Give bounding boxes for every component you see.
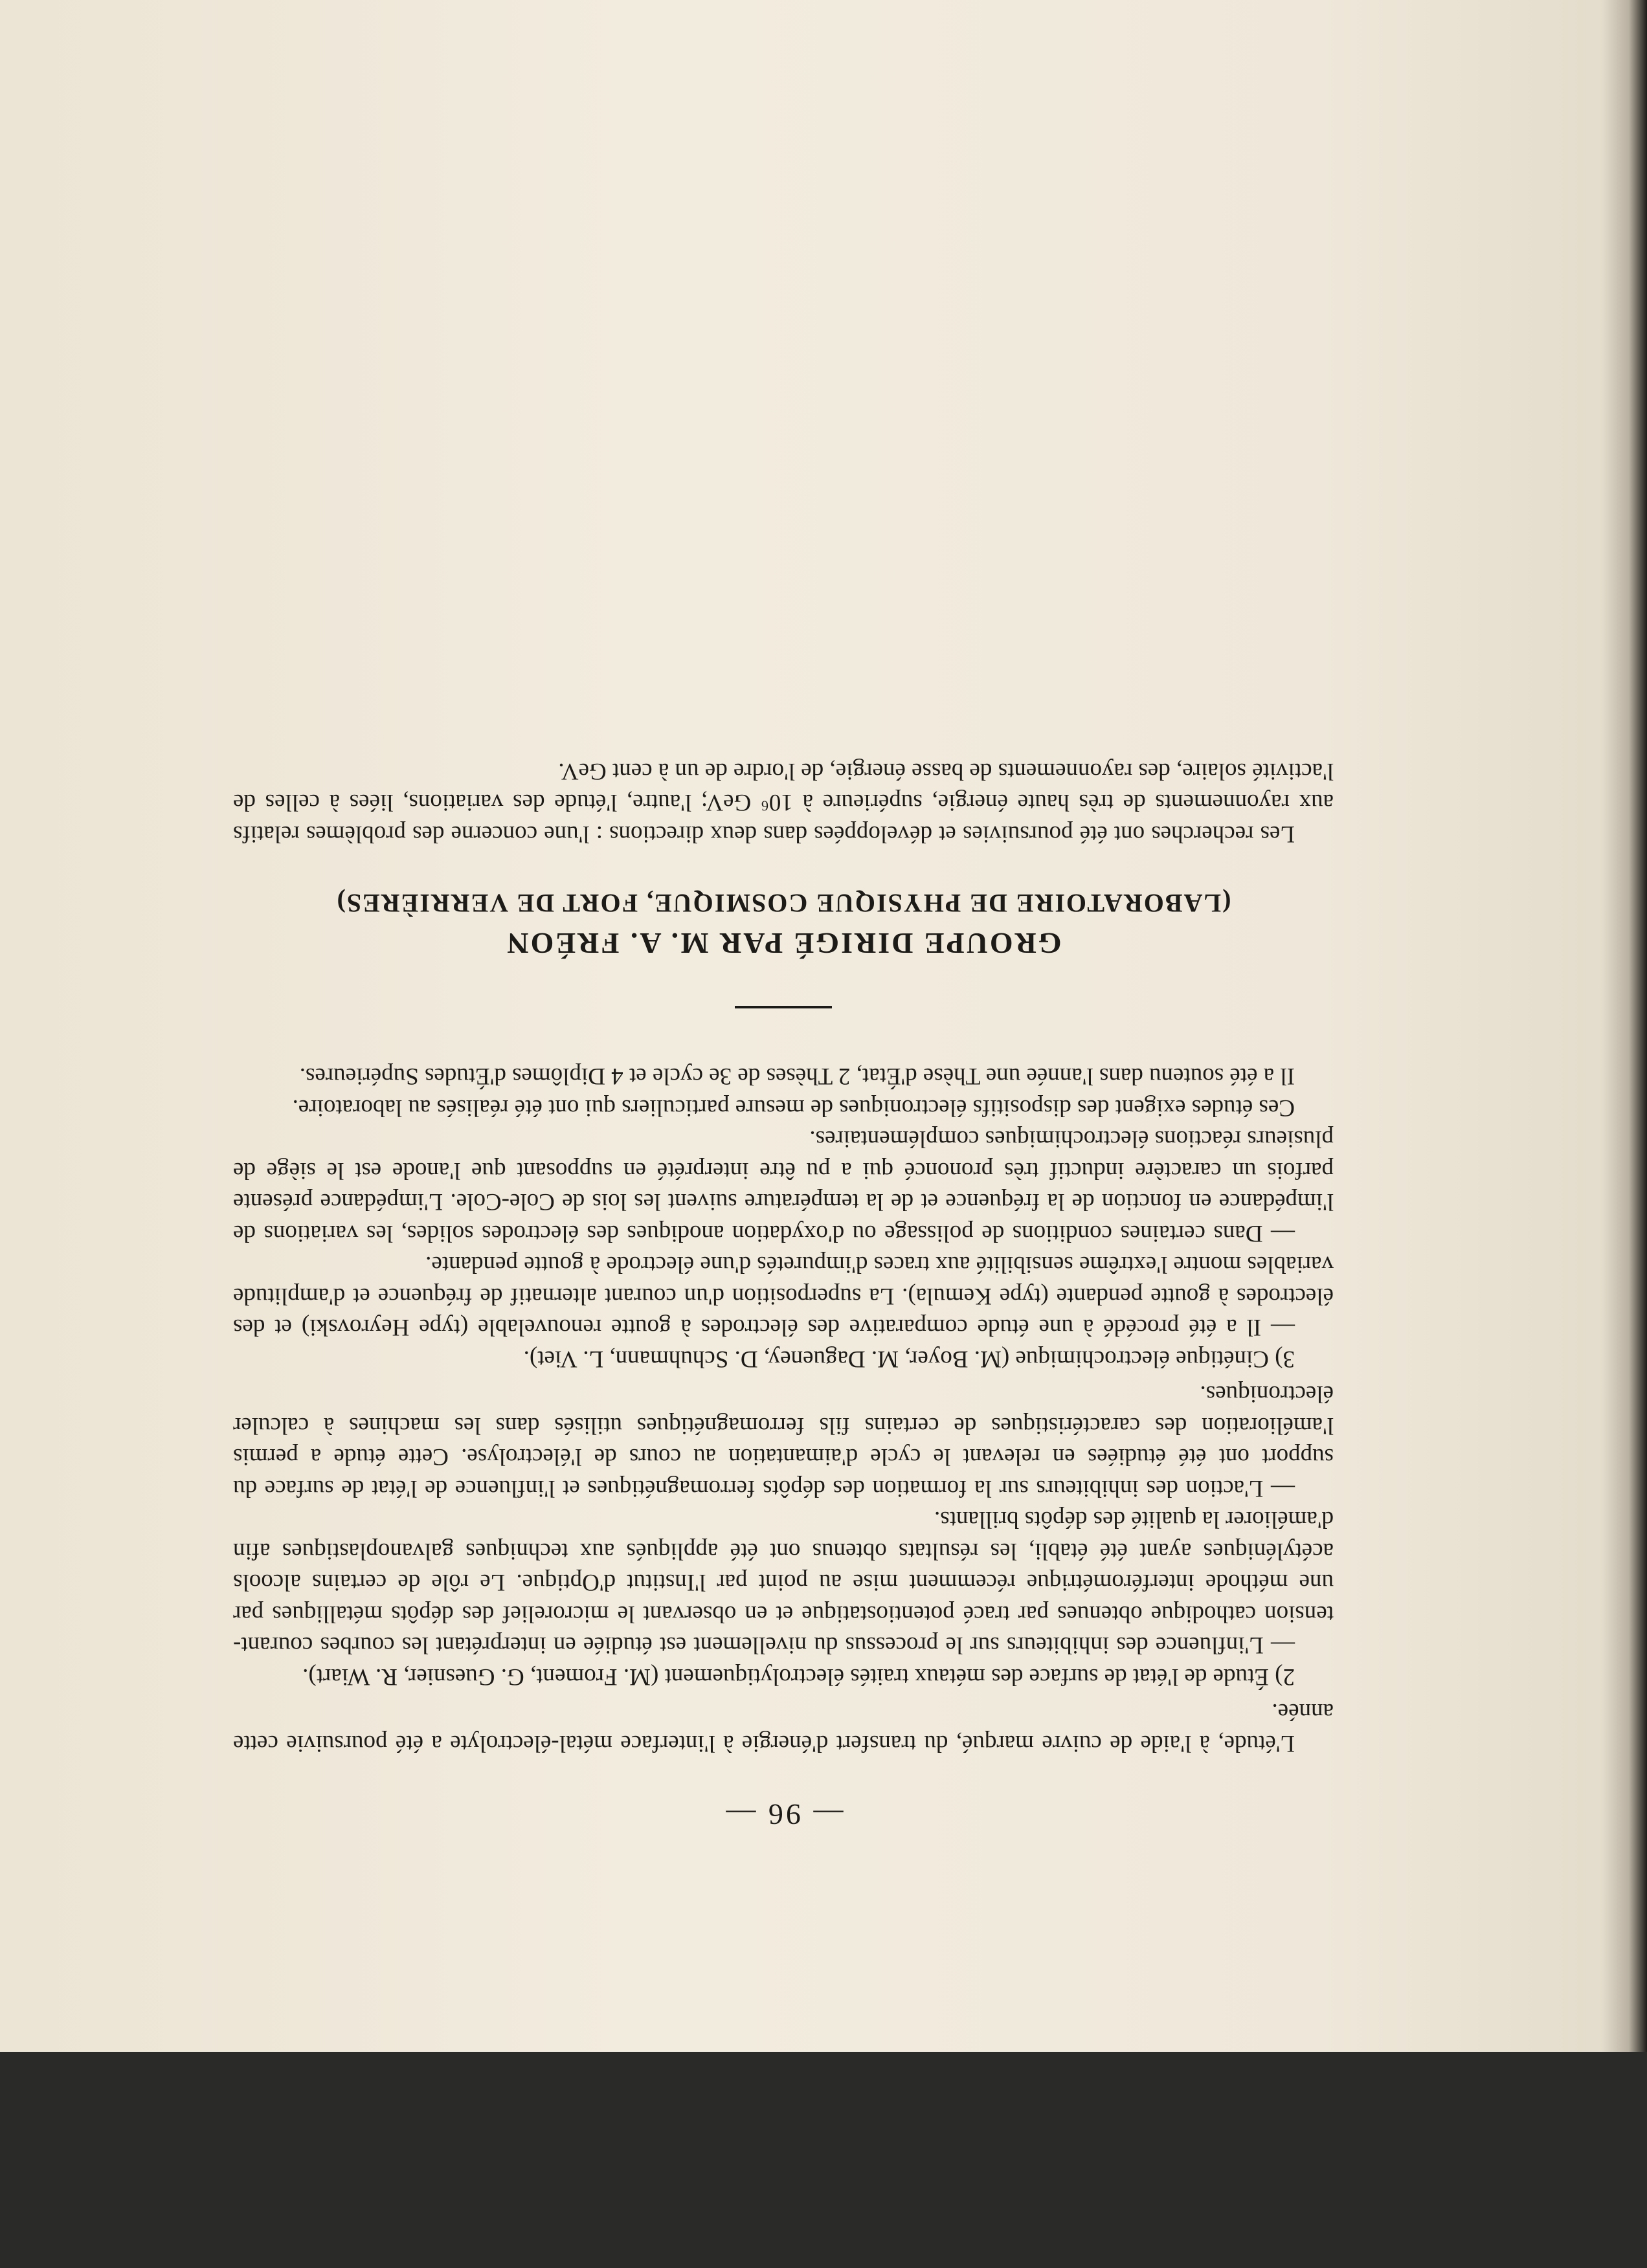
section-divider-rule [735,1006,832,1008]
paragraph-inhibiteurs-nivellement: — L'influence des inhibiteurs sur le processus du nivellement est étudiée en interprétant les courbes courant-tension cathodique obtenues par tracé potentiostatique et en observant le microrelief des dépôts métalliques par une méthode interférométrique récemment mise au point par l'Institut d'Optique. Le rôle de certains alcools acétyléniques ayant été établi, les résultats obtenus ont été appliqués aux techniques galvanoplastiques afin d'améliorer la qualité des dépôts brillants. [233,1506,1334,1659]
paragraph-electrodes-goutte: — Il a été procédé à une étude comparative des électrodes à goutte renouvelable (type Heyrovski) et des électrodes à goutte pendante (type Kemula). La superposition d'un courant alternatif de fréquence et d'amplitude variables montre l'extrême sensibilité aux traces d'impuretés d'une électrode à goutte pendante. [233,1251,1334,1341]
binding-shadow [1602,0,1647,2052]
page-number: — 96 — [723,1798,844,1831]
paragraph-recherches: Les recherches ont été poursuivies et développées dans deux directions : l'une concerne des problèmes relatifs aux rayonnements de très haute énergie, supérieure à 10⁶ GeV; l'autre, l'étude des variations, liées à celles de l'activité solaire, des rayonnements de basse énergie, de l'ordre de un à cent GeV. [233,758,1334,847]
paragraph-depots-ferromagnetiques: — L'action des inhibiteurs sur la formation des dépôts ferromagnétiques et l'influence de l'état de surface du support ont été étudiées en relevant le cycle d'aimantation au cours de l'électrolyse. Cette étude a permis l'amélioration des caractéristiques de certains fils ferromagnétiques utilisés dans les machines à calculer électroniques. [233,1381,1334,1502]
paragraph-impedance: — Dans certaines conditions de polissage ou d'oxydation anodiques des électrodes solides, les variations de l'impédance en fonction de la fréquence et de la température suivent les lois de Cole-Cole. L'impédance présente parfois un caractère inductif très prononcé qui a pu être interprété en supposant que l'anode est le siège de plusieurs réactions électrochimiques complémentaires. [233,1126,1334,1247]
section-2-heading: 2) Étude de l'état de surface des métaux traités électrolytiquement (M. Froment, G. Guesnier, R. Wiart). [302,1663,1295,1690]
page-body [233,755,1334,1759]
laboratory-subtitle: (LABORATOIRE DE PHYSIQUE COSMIQUE, FORT DE VERRIÈRES) [335,889,1231,918]
paragraph-transfert: L'étude, à l'aide de cuivre marqué, du transfert d'énergie à l'interface métal-électrolyte a été poursuivie cette année. [233,1698,1334,1757]
group-title: GROUPE DIRIGÉ PAR M. A. FRÉON [505,927,1062,960]
section-3-heading: 3) Cinétique électrochimique (M. Boyer, M. Dagueney, D. Schuhmann, L. Viet). [523,1346,1295,1372]
paragraph-theses: Il a été soutenu dans l'année une Thèse d'État, 2 Thèses de 3e cycle et 4 Diplômes d'Études Supérieures. [299,1063,1295,1090]
printed-page-rotated [233,227,1334,1832]
paragraph-dispositifs: Ces études exigent des dispositifs électroniques de mesure particuliers qui ont été réalisés au laboratoire. [292,1095,1295,1121]
